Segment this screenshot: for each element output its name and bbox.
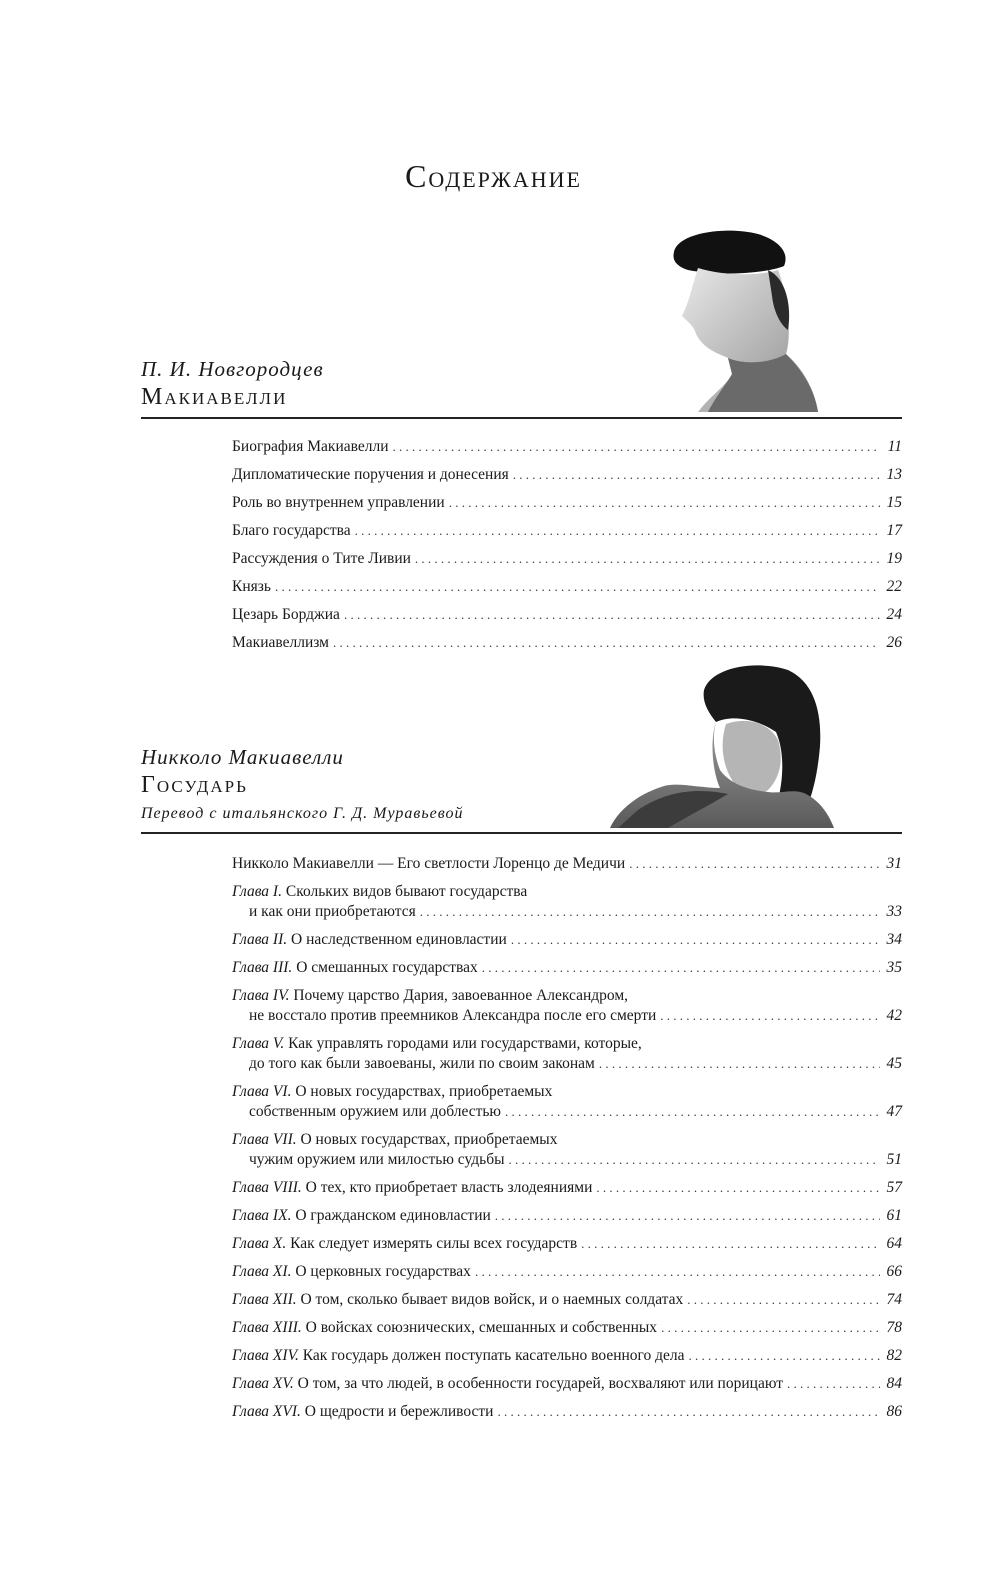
- leader-dots: [660, 1006, 880, 1026]
- page-number: 19: [886, 550, 902, 567]
- page-number: 42: [886, 1007, 902, 1024]
- toc-entry[interactable]: Глава IV. Почему царство Дария, завоеванное Александром, не восстало против преемников Александра после его смерти . . . 42: [232, 986, 902, 1026]
- toc-entry[interactable]: Глава XV. О том, за что людей, в особенности государей, восхваляют или порицают . . . 84: [232, 1374, 902, 1394]
- chapter-label: Глава X.: [232, 1235, 287, 1252]
- toc-entry[interactable]: Глава IX. О гражданском единовластии . . . 61: [232, 1206, 902, 1226]
- chapter-label: Глава I.: [232, 883, 282, 900]
- toc-entry[interactable]: Макиавеллизм . . . 26: [232, 633, 902, 653]
- toc-entry[interactable]: Глава V. Как управлять городами или государствами, которые, до того как были завоеваны, жили по своим законам . . . 45: [232, 1034, 902, 1074]
- chapter-label: Глава IX.: [232, 1207, 292, 1224]
- page-number: 24: [886, 606, 902, 623]
- leader-dots: [661, 1318, 880, 1338]
- page-number: 45: [886, 1055, 902, 1072]
- section-author: П. И. Новгородцев: [141, 357, 324, 381]
- toc-entry[interactable]: Цезарь Борджиа . . . 24: [232, 605, 902, 625]
- leader-dots: [449, 493, 880, 513]
- toc-entry[interactable]: Рассуждения о Тите Ливии . . . 19: [232, 549, 902, 569]
- toc-list-section2: [232, 854, 902, 1430]
- page-title: Содержание: [405, 158, 582, 194]
- toc-entry[interactable]: Биография Макиавелли . . . 11: [232, 437, 902, 457]
- leader-dots: [513, 465, 880, 485]
- page-number: 26: [886, 634, 902, 651]
- page-number: 15: [886, 494, 902, 511]
- chapter-label: Глава VII.: [232, 1131, 297, 1148]
- chapter-label: Глава XI.: [232, 1263, 292, 1280]
- leader-dots: [497, 1402, 880, 1422]
- toc-entry[interactable]: Глава X. Как следует измерять силы всех государств . . . 64: [232, 1234, 902, 1254]
- toc-entry[interactable]: Глава VII. О новых государствах, приобретаемых чужим оружием или милостью судьбы . . . 51: [232, 1130, 902, 1170]
- page-number: 64: [886, 1235, 902, 1252]
- chapter-label: Глава XIV.: [232, 1347, 299, 1364]
- toc-entry[interactable]: Глава XIII. О войсках союзнических, смешанных и собственных . . . 78: [232, 1318, 902, 1338]
- leader-dots: [333, 633, 880, 653]
- page-number: 78: [886, 1319, 902, 1336]
- section-machiavelli-header: [141, 745, 901, 823]
- toc-entry[interactable]: Глава III. О смешанных государствах . . . 35: [232, 958, 902, 978]
- toc-entry[interactable]: Никколо Макиавелли — Его светлости Лоренцо де Медичи . . . 31: [232, 854, 902, 874]
- toc-entry[interactable]: Глава XVI. О щедрости и бережливости . . . 86: [232, 1402, 902, 1422]
- leader-dots: [482, 958, 880, 978]
- leader-dots: [420, 902, 880, 922]
- section-divider: [141, 832, 902, 834]
- toc-list-section1: [232, 437, 902, 661]
- leader-dots: [687, 1290, 880, 1310]
- chapter-label: Глава IV.: [232, 987, 290, 1004]
- toc-entry[interactable]: Дипломатические поручения и донесения . . . 13: [232, 465, 902, 485]
- chapter-label: Глава V.: [232, 1035, 285, 1052]
- leader-dots: [509, 1150, 881, 1170]
- leader-dots: [355, 521, 880, 541]
- page-number: 61: [886, 1207, 902, 1224]
- page-number: 74: [886, 1291, 902, 1308]
- leader-dots: [495, 1206, 880, 1226]
- page-number: 57: [886, 1179, 902, 1196]
- chapter-label: Глава XII.: [232, 1291, 297, 1308]
- page-number: 33: [886, 903, 902, 920]
- page-number: 31: [886, 855, 902, 872]
- page-number: 47: [886, 1103, 902, 1120]
- section-title: Государь: [141, 772, 248, 798]
- chapter-label: Глава III.: [232, 959, 293, 976]
- page-number: 86: [886, 1403, 902, 1420]
- chapter-label: Глава VI.: [232, 1083, 292, 1100]
- chapter-label: Глава XV.: [232, 1375, 294, 1392]
- page-number: 13: [886, 466, 902, 483]
- leader-dots: [344, 605, 880, 625]
- chapter-label: Глава XVI.: [232, 1403, 301, 1420]
- toc-entry[interactable]: Глава VIII. О тех, кто приобретает власть злодеяниями . . . 57: [232, 1178, 902, 1198]
- section-divider: [141, 417, 902, 419]
- page-number: 82: [886, 1347, 902, 1364]
- leader-dots: [596, 1178, 880, 1198]
- toc-entry[interactable]: Глава XI. О церковных государствах . . . 66: [232, 1262, 902, 1282]
- leader-dots: [505, 1102, 880, 1122]
- toc-entry[interactable]: Глава XIV. Как государь должен поступать касательно военного дела . . . 82: [232, 1346, 902, 1366]
- chapter-label: Глава VIII.: [232, 1179, 302, 1196]
- section-novgorodtsev-header: [141, 357, 901, 411]
- section-title: Макиавелли: [141, 384, 288, 410]
- page-number: 22: [886, 578, 902, 595]
- leader-dots: [475, 1262, 880, 1282]
- leader-dots: [415, 549, 880, 569]
- chapter-label: Глава XIII.: [232, 1319, 302, 1336]
- page-number: 51: [886, 1151, 902, 1168]
- leader-dots: [787, 1374, 880, 1394]
- toc-entry[interactable]: Благо государства . . . 17: [232, 521, 902, 541]
- page-number: 84: [886, 1375, 902, 1392]
- page-number: 35: [886, 959, 902, 976]
- leader-dots: [581, 1234, 880, 1254]
- toc-entry[interactable]: Князь . . . 22: [232, 577, 902, 597]
- toc-entry[interactable]: Глава I. Скольких видов бывают государства и как они приобретаются . . . 33: [232, 882, 902, 922]
- toc-entry[interactable]: Глава II. О наследственном единовластии . . . 34: [232, 930, 902, 950]
- leader-dots: [689, 1346, 880, 1366]
- chapter-label: Глава II.: [232, 931, 288, 948]
- section-author: Никколо Макиавелли: [141, 745, 344, 769]
- toc-entry[interactable]: Глава VI. О новых государствах, приобретаемых собственным оружием или доблестью . . . 47: [232, 1082, 902, 1122]
- leader-dots: [275, 577, 880, 597]
- translator-credit: Перевод с итальянского Г. Д. Муравьевой: [141, 805, 464, 822]
- leader-dots: [599, 1054, 880, 1074]
- leader-dots: [393, 437, 880, 457]
- toc-entry[interactable]: Роль во внутреннем управлении . . . 15: [232, 493, 902, 513]
- page-number: 66: [886, 1263, 902, 1280]
- toc-entry[interactable]: Глава XII. О том, сколько бывает видов войск, и о наемных солдатах . . . 74: [232, 1290, 902, 1310]
- page-number: 34: [886, 931, 902, 948]
- leader-dots: [629, 854, 880, 874]
- page-number: 17: [886, 522, 902, 539]
- leader-dots: [511, 930, 880, 950]
- page-number: 11: [887, 438, 902, 455]
